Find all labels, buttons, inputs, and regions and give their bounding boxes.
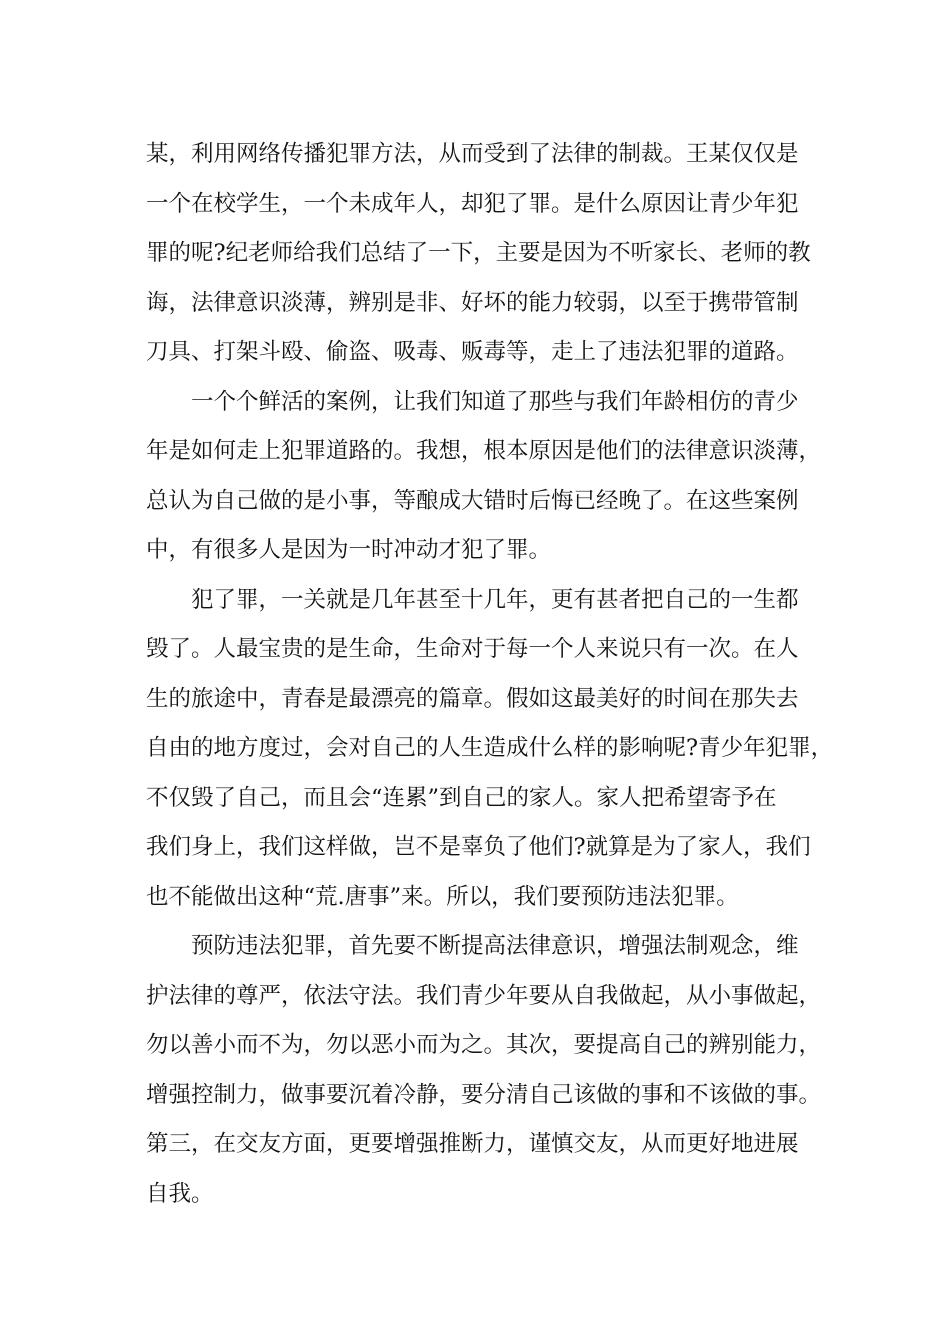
- paragraph: [146, 922, 826, 1219]
- text-line: 一个个鲜活的案例，让我们知道了那些与我们年龄相仿的青少: [191, 388, 799, 415]
- text-line: 护法律的尊严，依法守法。我们青少年要从自我做起，从小事做起，: [146, 982, 822, 1009]
- text-line: 自由的地方度过，会对自己的人生造成什么样的影响呢?青少年犯罪，: [146, 735, 834, 761]
- text-line: 一个在校学生，一个未成年人，却犯了罪。是什么原因让青少年犯: [146, 190, 799, 217]
- text-line: 勿以善小而不为，勿以恶小而为之。其次，要提高自己的辨别能力，: [146, 1032, 822, 1058]
- text-line: 罪的呢?纪老师给我们总结了一下，主要是因为不听家长、老师的教: [146, 240, 811, 266]
- text-line: 预防违法犯罪，首先要不断提高法律意识，增强法制观念，维: [191, 933, 799, 959]
- paragraph: [146, 378, 826, 576]
- text-line: 犯了罪，一关就是几年甚至十几年，更有甚者把自己的一生都: [191, 586, 799, 613]
- text-line: 某，利用网络传播犯罪方法，从而受到了法律的制裁。王某仅仅是: [146, 141, 799, 167]
- text-line: 不仅毁了自己，而且会“连累”到自己的家人。家人把希望寄予在: [146, 784, 777, 811]
- text-line: 第三，在交友方面，更要增强推断力，谨慎交友，从而更好地进展: [146, 1131, 799, 1157]
- text-line: 毁了。人最宝贵的是生命，生命对于每一个人来说只有一次。在人: [146, 636, 799, 662]
- text-line: 总认为自己做的是小事，等酿成大错时后悔已经晚了。在这些案例: [146, 487, 799, 514]
- paragraph: [146, 576, 834, 923]
- text-line: 刀具、打架斗殴、偷盗、吸毒、贩毒等，走上了违法犯罪的道路。: [146, 339, 799, 365]
- text-line: 中，有很多人是因为一时冲动才犯了罪。: [146, 537, 552, 563]
- text-line: 我们身上，我们这样做，岂不是辜负了他们?就算是为了家人，我们: [146, 834, 811, 860]
- text-line: 也不能做出这种“荒.唐事”来。所以，我们要预防违法犯罪。: [146, 883, 739, 910]
- document-body: [146, 130, 834, 1219]
- text-line: 年是如何走上犯罪道路的。我想，根本原因是他们的法律意识淡薄，: [146, 438, 822, 464]
- text-line: 生的旅途中，青春是最漂亮的篇章。假如这最美好的时间在那失去: [146, 685, 799, 712]
- paragraph: [146, 130, 826, 378]
- text-line: 诲，法律意识淡薄，辨别是非、好坏的能力较弱，以至于携带管制: [146, 289, 799, 316]
- text-line: 增强控制力，做事要沉着冷静，要分清自己该做的事和不该做的事。: [146, 1081, 822, 1108]
- text-line: 自我。: [146, 1180, 214, 1207]
